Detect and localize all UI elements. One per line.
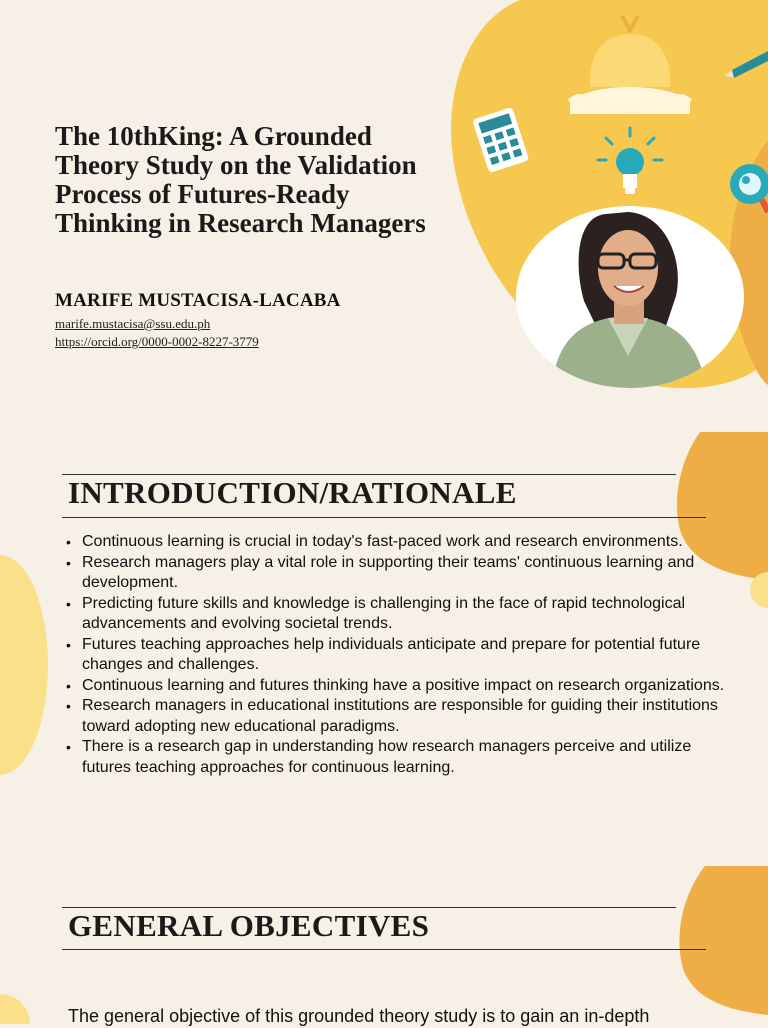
section-divider xyxy=(62,517,706,518)
author-orcid-link[interactable]: https://orcid.org/0000-0002-8227-3779 xyxy=(55,334,259,349)
intro-heading: INTRODUCTION/RATIONALE xyxy=(68,475,517,510)
objective-orange-blob xyxy=(679,866,768,1015)
section-divider xyxy=(62,949,706,950)
objectives-heading: GENERAL OBJECTIVES xyxy=(68,908,430,943)
author-email-link[interactable]: marife.mustacisa@ssu.edu.ph xyxy=(55,316,211,331)
author-name: MARIFE MUSTACISA-LACABA xyxy=(55,290,341,311)
left-pale-circle-bottom xyxy=(0,994,30,1024)
author-photo xyxy=(516,206,744,388)
title-line: Thinking in Research Managers xyxy=(55,208,426,238)
poster-title xyxy=(55,122,485,238)
intro-bullet-list xyxy=(66,532,726,778)
lightbulb-icon xyxy=(594,124,666,202)
list-item: • Research managers in educational institutions are responsible for guiding their institutions toward adopting new educational paradigms. xyxy=(66,696,726,737)
list-item: • Continuous learning is crucial in today's fast-paced work and research environments. xyxy=(66,532,726,553)
list-item: • Continuous learning and futures thinking have a positive impact on research organizations. xyxy=(66,676,726,697)
pencil-icon xyxy=(722,48,768,88)
left-pale-circle xyxy=(0,555,48,775)
lamp-icon xyxy=(560,12,700,122)
list-item: • Futures teaching approaches help individuals anticipate and prepare for potential future changes and challenges. xyxy=(66,635,726,676)
list-item: • There is a research gap in understanding how research managers perceive and utilize futures teaching approaches for continuous learning. xyxy=(66,737,726,778)
title-line: The 10thKing: A Grounded xyxy=(55,121,372,151)
title-line: Process of Futures-Ready xyxy=(55,179,350,209)
title-line: Theory Study on the Validation xyxy=(55,150,417,180)
list-item: • Predicting future skills and knowledge is challenging in the face of rapid technological advancements and evolving societal trends. xyxy=(66,594,726,635)
objectives-paragraph: The general objective of this grounded theory study is to gain an in-depth xyxy=(68,1006,650,1026)
list-item: • Research managers play a vital role in supporting their teams' continuous learning and development. xyxy=(66,553,726,594)
